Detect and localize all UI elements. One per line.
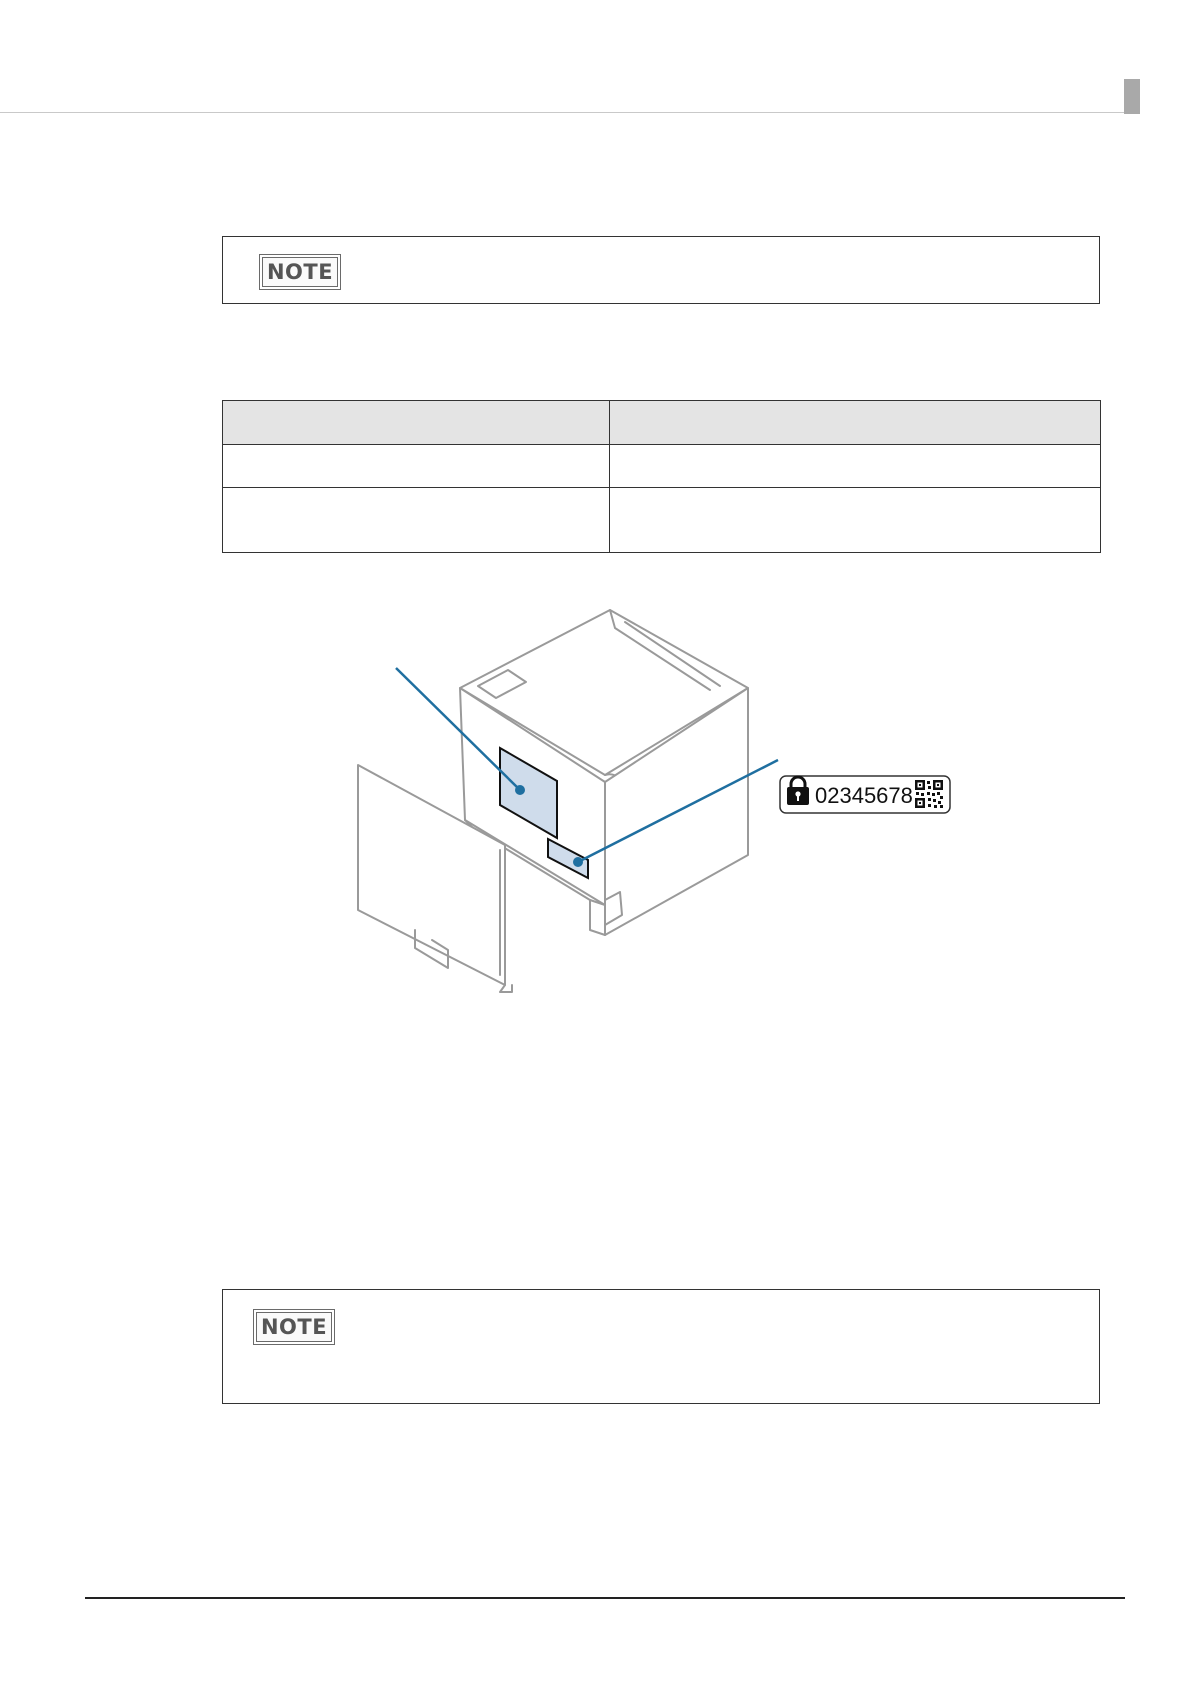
- footer-rule: [85, 1597, 1125, 1599]
- note-badge-label: NOTE: [262, 257, 338, 287]
- note-badge: [253, 1309, 335, 1345]
- note-box-bottom: [222, 1289, 1100, 1404]
- note-badge-label: NOTE: [256, 1312, 332, 1342]
- serial-number: 02345678: [815, 783, 913, 808]
- qr-code-icon: [915, 780, 943, 808]
